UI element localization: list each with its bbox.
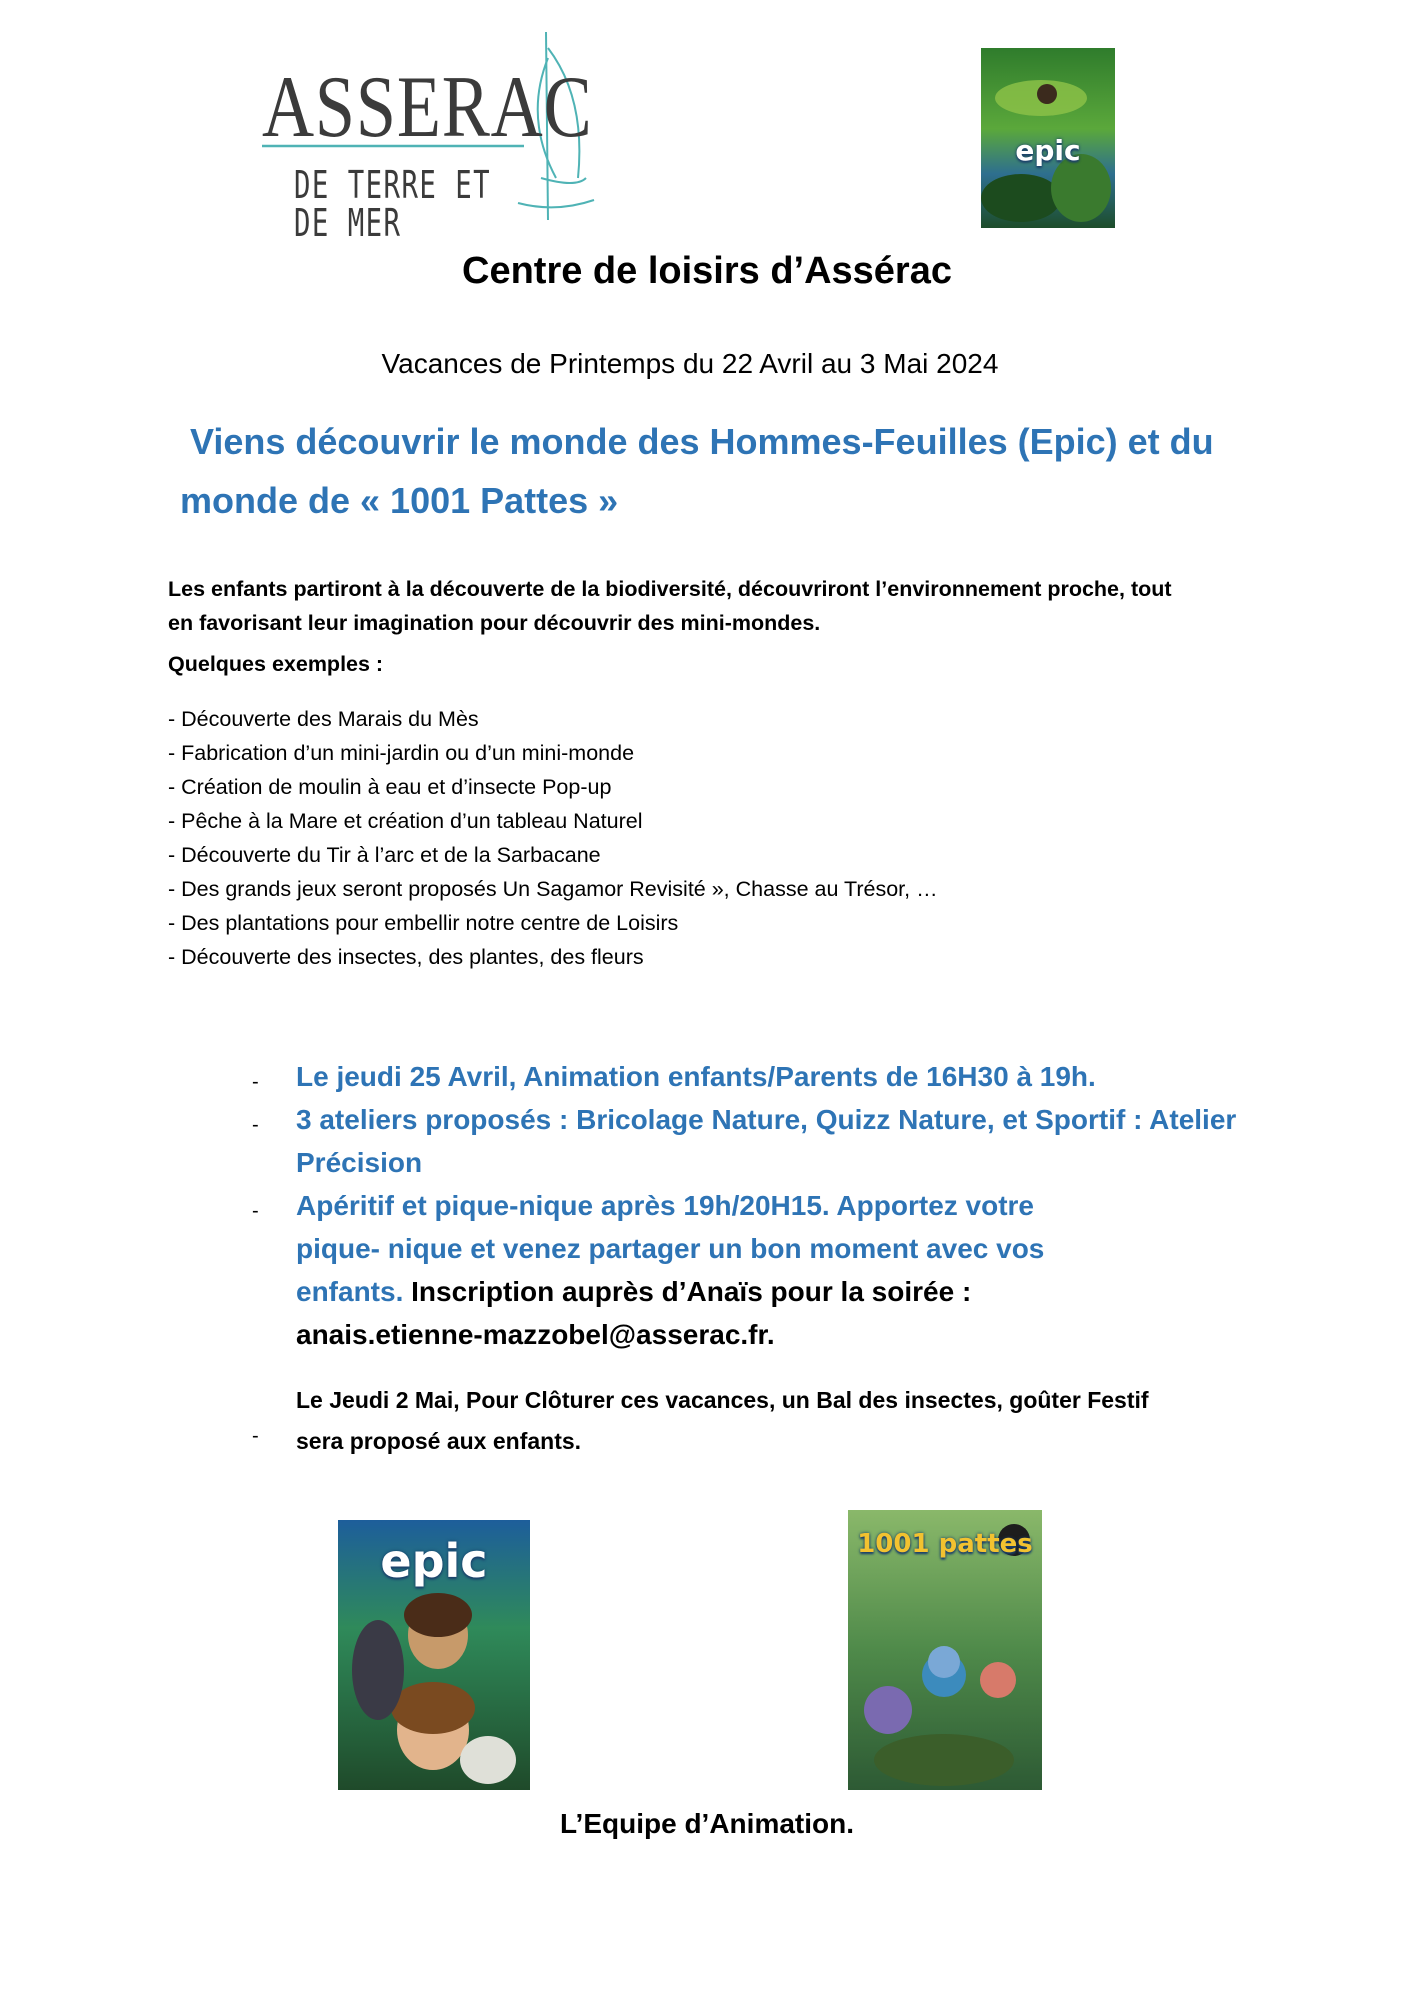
signature: L’Equipe d’Animation. <box>560 1808 854 1839</box>
event-item <box>252 1055 1252 1098</box>
epic-poster-top-title: epic <box>1015 134 1081 167</box>
examples-list <box>168 702 938 974</box>
event-item <box>252 1184 1116 1356</box>
vacation-dates: Vacances de Printemps du 22 Avril au 3 Mai 2024 <box>381 348 999 379</box>
list-item: - Des grands jeux seront proposés Un Sagamor Revisité », Chasse au Trésor, … <box>168 877 938 901</box>
logo-name: ASSERAC <box>262 59 593 156</box>
list-item: - Découverte des insectes, des plantes, des fleurs <box>168 945 644 969</box>
1001-pattes-poster-title: 1001 pattes <box>857 1529 1033 1559</box>
list-item: - Découverte des Marais du Mès <box>168 707 479 731</box>
epic-poster-top <box>981 48 1115 228</box>
headline-line-2: monde de « 1001 Pattes » <box>180 480 619 521</box>
epic-poster-bottom <box>338 1520 530 1790</box>
logo-tagline: DE TERRE ET DE MER <box>294 163 492 245</box>
intro-line-1: Les enfants partiront à la découverte de la biodiversité, découvriront l’environnement proche, tout <box>168 577 1172 601</box>
page-title: Centre de loisirs d’Assérac <box>462 250 952 292</box>
epic-poster-bottom-title: epic <box>380 1534 488 1588</box>
list-item: - Des plantations pour embellir notre centre de Loisirs <box>168 911 679 935</box>
list-dash: - <box>252 1200 259 1222</box>
closing-line-1: Le Jeudi 2 Mai, Pour Clôturer ces vacances, un Bal des insectes, goûter Festif <box>296 1387 1149 1413</box>
registration-text: Inscription auprès d’Anaïs pour la soirée : anais.etienne-mazzobel@asserac.fr. <box>296 1276 972 1350</box>
1001-pattes-poster <box>848 1510 1042 1790</box>
list-item: - Découverte du Tir à l’arc et de la Sarbacane <box>168 843 601 867</box>
event-text: 3 ateliers proposés : Bricolage Nature, Quizz Nature, et Sportif : Atelier Précision <box>296 1104 1237 1178</box>
closing-event <box>252 1380 1296 1462</box>
events-list <box>252 1055 1252 1356</box>
event-item <box>252 1098 1252 1184</box>
event-text: Le jeudi 25 Avril, Animation enfants/Parents de 16H30 à 19h. <box>296 1061 1096 1092</box>
asserac-logo <box>256 28 596 245</box>
list-item: - Fabrication d’un mini-jardin ou d’un mini-monde <box>168 741 635 765</box>
list-dash: - <box>252 1425 259 1447</box>
list-item: - Création de moulin à eau et d’insecte Pop-up <box>168 775 612 799</box>
list-dash: - <box>252 1114 259 1136</box>
intro-paragraph <box>168 572 1268 640</box>
intro-line-2: en favorisant leur imagination pour découvrir des mini-mondes. <box>168 611 821 635</box>
list-item: - Pêche à la Mare et création d’un tableau Naturel <box>168 809 643 833</box>
headline-line-1: Viens découvrir le monde des Hommes-Feuilles (Epic) et du <box>190 421 1214 462</box>
examples-title: Quelques exemples : <box>168 652 384 676</box>
event-text: Apéritif et pique-nique après 19h/20H15. Apportez votre pique- nique et venez partager un bon moment avec vos enfants. <box>296 1190 1045 1307</box>
list-dash: - <box>252 1071 259 1093</box>
closing-line-2: sera proposé aux enfants. <box>296 1428 582 1454</box>
headline <box>180 412 1300 530</box>
